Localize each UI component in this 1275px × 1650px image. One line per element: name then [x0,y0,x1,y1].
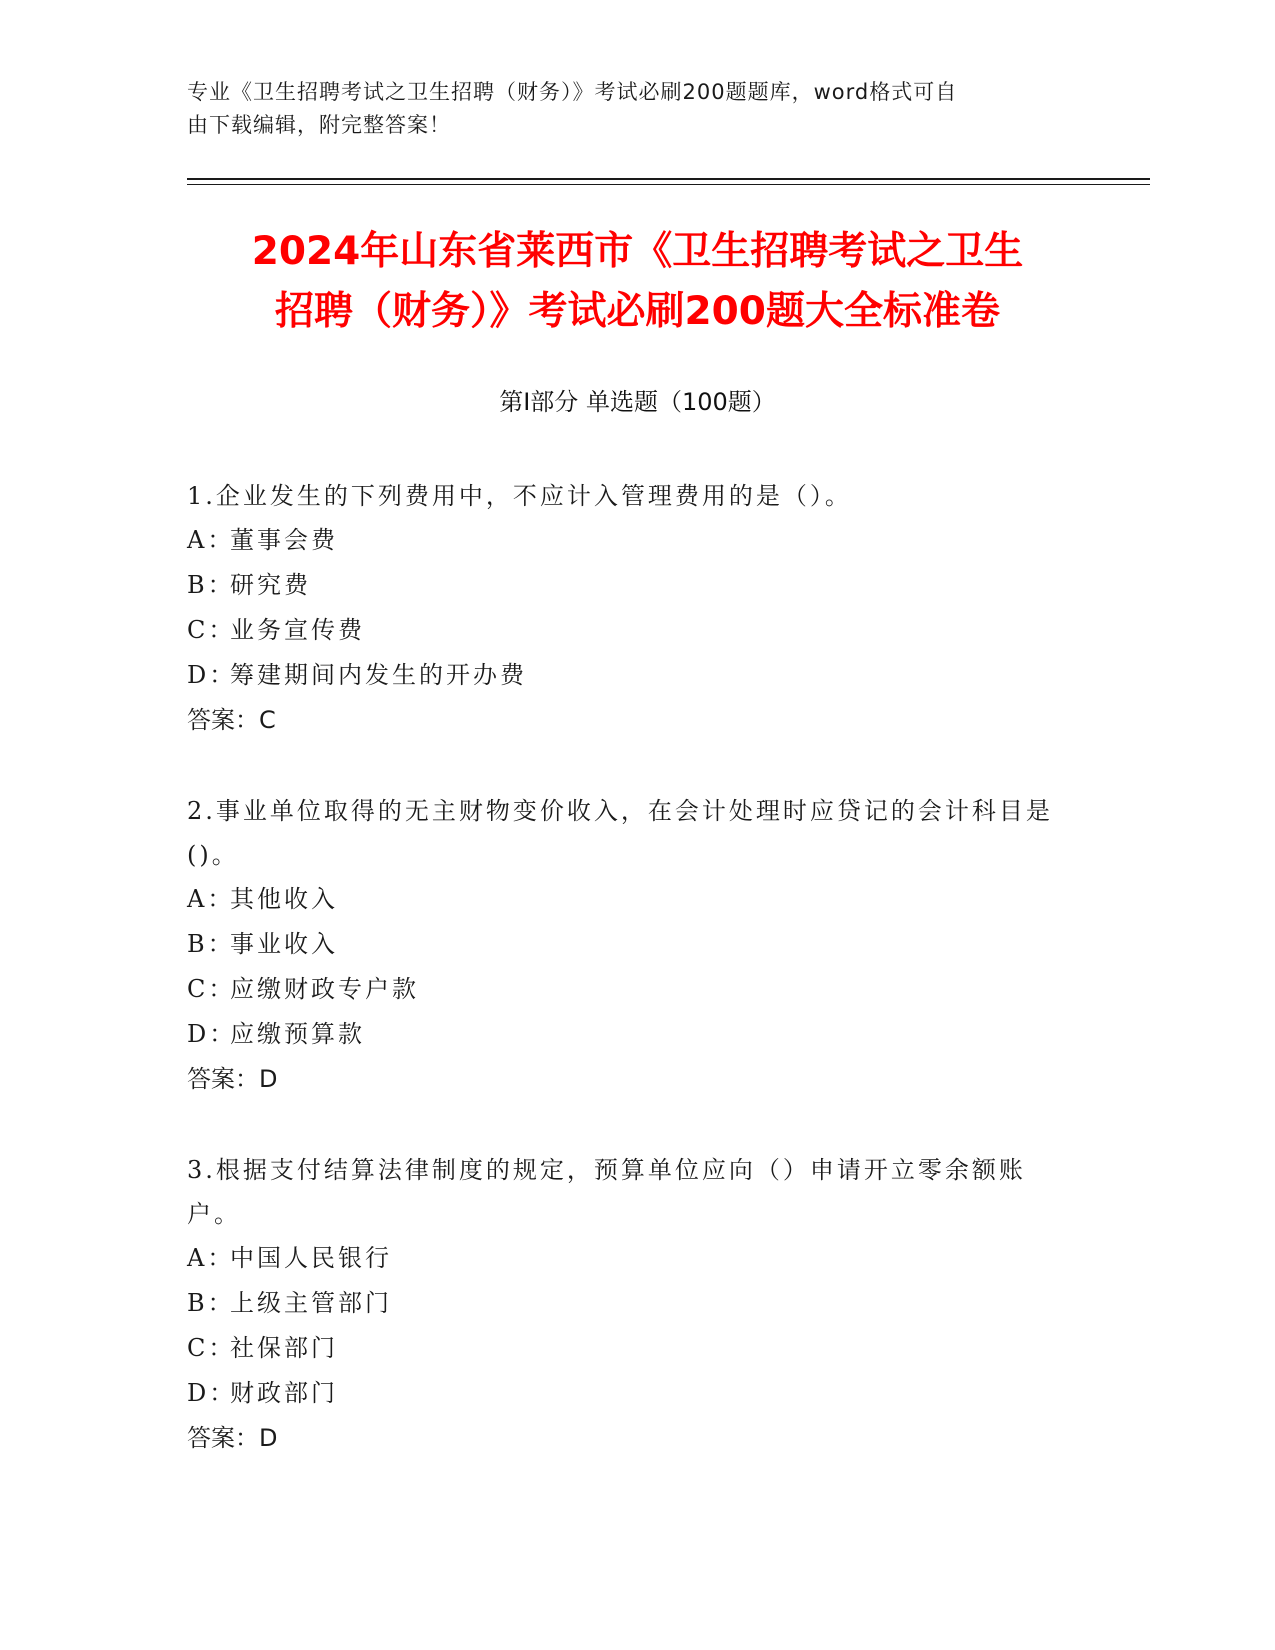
option-a [187,518,1077,563]
option-label: C： [187,1334,236,1362]
question-stem: 3.根据支付结算法律制度的规定，预算单位应向（）申请开立零余额账户。 [187,1156,1026,1228]
document-title [140,222,1135,342]
option-label: A： [187,1244,235,1272]
option-text: 社保部门 [230,1334,338,1362]
question-stem: 2.事业单位取得的无主财物变价收入，在会计处理时应贷记的会计科目是()。 [187,797,1053,869]
option-a [187,877,1077,922]
intro-line: 专业《卫生招聘考试之卫生招聘（财务）》考试必刷200题题库，word格式可自 [187,80,958,104]
option-label: A： [187,885,235,913]
option-text: 研究费 [230,571,311,599]
option-b [187,563,1077,608]
option-c [187,1326,1077,1371]
option-d [187,653,1077,698]
answer-line: 答案：D [187,1424,278,1452]
option-label: B： [187,571,235,599]
option-text: 筹建期间内发生的开办费 [230,661,527,689]
title-line: 2024年山东省莱西市《卫生招聘考试之卫生 [251,229,1024,274]
option-label: D： [187,1020,237,1048]
option-text: 事业收入 [230,930,338,958]
option-text: 其他收入 [230,885,338,913]
header-divider [187,184,1150,185]
option-a [187,1236,1077,1281]
option-c [187,608,1077,653]
option-label: C： [187,975,236,1003]
option-d [187,1012,1077,1057]
option-label: D： [187,661,237,689]
option-text: 应缴财政专户款 [230,975,419,1003]
option-d [187,1371,1077,1416]
answer-line: 答案：D [187,1065,278,1093]
intro-paragraph [187,76,1067,142]
option-label: B： [187,930,235,958]
option-b [187,922,1077,967]
intro-line: 由下载编辑，附完整答案！ [187,113,451,137]
header-divider [187,178,1150,180]
option-text: 董事会费 [230,526,338,554]
option-text: 中国人民银行 [230,1244,392,1272]
question-item [187,789,1077,1102]
option-label: A： [187,526,235,554]
question-item [187,1148,1077,1461]
option-text: 上级主管部门 [230,1289,392,1317]
option-label: C： [187,616,236,644]
section-heading: 第Ⅰ部分 单选题（100题） [499,388,776,416]
option-c [187,967,1077,1012]
option-b [187,1281,1077,1326]
option-text: 财政部门 [230,1379,338,1407]
option-label: D： [187,1379,237,1407]
question-list [187,474,1077,1507]
title-line: 招聘（财务）》考试必刷200题大全标准卷 [275,289,1000,334]
question-item [187,474,1077,743]
option-label: B： [187,1289,235,1317]
option-text: 应缴预算款 [230,1020,365,1048]
question-stem: 1.企业发生的下列费用中，不应计入管理费用的是（）。 [187,482,852,510]
answer-line: 答案：C [187,706,276,734]
option-text: 业务宣传费 [230,616,365,644]
